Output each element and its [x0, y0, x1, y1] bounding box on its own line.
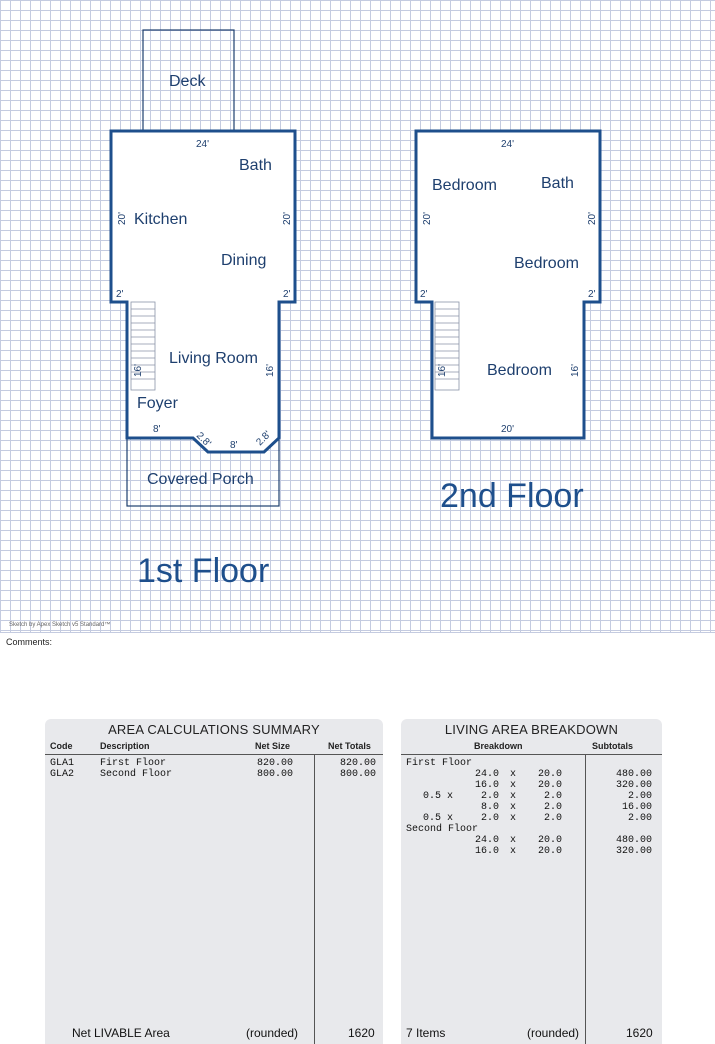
room-label-bedroom-2: Bedroom [514, 255, 579, 272]
dim-first-diag-right: 2.8' [254, 429, 274, 449]
living-area-total: 1620 [626, 1026, 653, 1040]
breakdown-subtotal: 2.00 [627, 813, 652, 824]
dim-first-bottom-mid: 8' [230, 440, 238, 451]
breakdown-b: 20.0 [537, 835, 562, 846]
breakdown-subtotal: 2.00 [627, 791, 652, 802]
col-head-subtotals: Subtotals [592, 741, 634, 751]
row-net-total: 800.00 [339, 769, 376, 780]
dim-first-right-step: 2' [283, 289, 291, 300]
breakdown-a: 24.0 [474, 835, 499, 846]
breakdown-heading [401, 758, 662, 769]
breakdown-b: 2.0 [543, 802, 562, 813]
dim-second-top: 24' [501, 139, 515, 150]
col-head-net-size: Net Size [255, 741, 291, 751]
breakdown-subtotal: 480.00 [615, 769, 652, 780]
breakdown-b: 20.0 [537, 769, 562, 780]
net-livable-total: 1620 [348, 1026, 375, 1040]
room-label-bedroom-3: Bedroom [487, 362, 552, 379]
breakdown-times: x [510, 802, 517, 813]
dim-second-right: 20' [587, 211, 598, 225]
dim-first-left-step: 2' [116, 289, 124, 300]
breakdown-a: 2.0 [480, 813, 499, 824]
header-divider [401, 754, 662, 755]
floor-label-first: 1st Floor [137, 552, 270, 590]
breakdown-times: x [510, 846, 517, 857]
breakdown-subtotal: 480.00 [615, 835, 652, 846]
breakdown-row [401, 813, 662, 824]
row-description: First Floor [100, 758, 167, 769]
room-label-kitchen: Kitchen [134, 211, 188, 228]
breakdown-a: 16.0 [474, 780, 499, 791]
area-calculations-panel [45, 719, 383, 1044]
dim-second-right-lower: 16' [570, 363, 581, 377]
room-label-dining: Dining [221, 252, 267, 269]
living-area-panel [401, 719, 662, 1044]
dim-first-right-lower: 16' [265, 363, 276, 377]
dim-first-bottom-left: 8' [153, 424, 161, 435]
col-head-breakdown: Breakdown [474, 741, 523, 751]
col-head-description: Description [100, 741, 150, 751]
breakdown-row [401, 846, 662, 857]
breakdown-heading [401, 824, 662, 835]
room-label-bath: Bath [239, 157, 272, 174]
room-label-deck: Deck [169, 73, 206, 90]
dim-second-bottom: 20' [501, 424, 515, 435]
breakdown-heading-text: Second Floor [406, 824, 479, 835]
breakdown-a: 8.0 [480, 802, 499, 813]
rounded-label: (rounded) [246, 1026, 299, 1040]
breakdown-times: x [510, 769, 517, 780]
floor-label-second: 2nd Floor [440, 477, 584, 515]
breakdown-row [401, 791, 662, 802]
dim-second-left-step: 2' [420, 289, 428, 300]
dim-second-left: 20' [422, 211, 433, 225]
dim-first-top: 24' [196, 139, 210, 150]
breakdown-row [401, 780, 662, 791]
col-head-net-totals: Net Totals [328, 741, 371, 751]
breakdown-subtotal: 320.00 [615, 780, 652, 791]
room-label-covered-porch: Covered Porch [147, 471, 254, 488]
dim-second-right-step: 2' [588, 289, 596, 300]
column-divider [314, 755, 315, 1044]
breakdown-row [401, 835, 662, 846]
breakdown-b: 20.0 [537, 780, 562, 791]
living-panel-title: LIVING AREA BREAKDOWN [444, 722, 619, 737]
table-row [45, 758, 383, 769]
dim-first-left-lower: 16' [133, 363, 144, 377]
breakdown-b: 2.0 [543, 791, 562, 802]
room-label-living-room: Living Room [169, 350, 258, 367]
breakdown-times: x [510, 780, 517, 791]
comments-label: Comments: [6, 637, 53, 647]
breakdown-a: 2.0 [480, 791, 499, 802]
breakdown-times: x [510, 791, 517, 802]
breakdown-times: x [510, 835, 517, 846]
dim-first-right: 20' [282, 211, 293, 225]
breakdown-subtotal: 16.00 [621, 802, 652, 813]
dim-first-diag-left: 2.8' [193, 430, 213, 450]
row-net-size: 820.00 [256, 758, 293, 769]
dim-first-left: 20' [117, 211, 128, 225]
breakdown-heading-text: First Floor [406, 758, 473, 769]
breakdown-a: 24.0 [474, 769, 499, 780]
breakdown-row [401, 769, 662, 780]
net-livable-label: Net LIVABLE Area [72, 1026, 170, 1040]
row-code: GLA2 [50, 769, 75, 780]
items-count: 7 Items [406, 1026, 446, 1040]
dim-second-left-lower: 16' [437, 363, 448, 377]
sketch-credit: Sketch by Apex Sketch v5 Standard™ [9, 622, 111, 628]
row-code: GLA1 [50, 758, 75, 769]
row-description: Second Floor [100, 769, 173, 780]
rounded-label: (rounded) [527, 1026, 580, 1040]
breakdown-b: 20.0 [537, 846, 562, 857]
breakdown-b: 2.0 [543, 813, 562, 824]
room-label-bedroom-1: Bedroom [432, 177, 497, 194]
header-divider [45, 754, 383, 755]
breakdown-a: 16.0 [474, 846, 499, 857]
breakdown-factor: 0.5 x [423, 813, 454, 824]
breakdown-times: x [510, 813, 517, 824]
breakdown-row [401, 802, 662, 813]
room-label-bath-2: Bath [541, 175, 574, 192]
room-label-foyer: Foyer [137, 395, 178, 412]
breakdown-subtotal: 320.00 [615, 846, 652, 857]
table-row [45, 769, 383, 780]
col-head-code: Code [50, 741, 73, 751]
row-net-total: 820.00 [339, 758, 376, 769]
breakdown-factor: 0.5 x [423, 791, 454, 802]
area-panel-title: AREA CALCULATIONS SUMMARY [108, 722, 320, 737]
row-net-size: 800.00 [256, 769, 293, 780]
